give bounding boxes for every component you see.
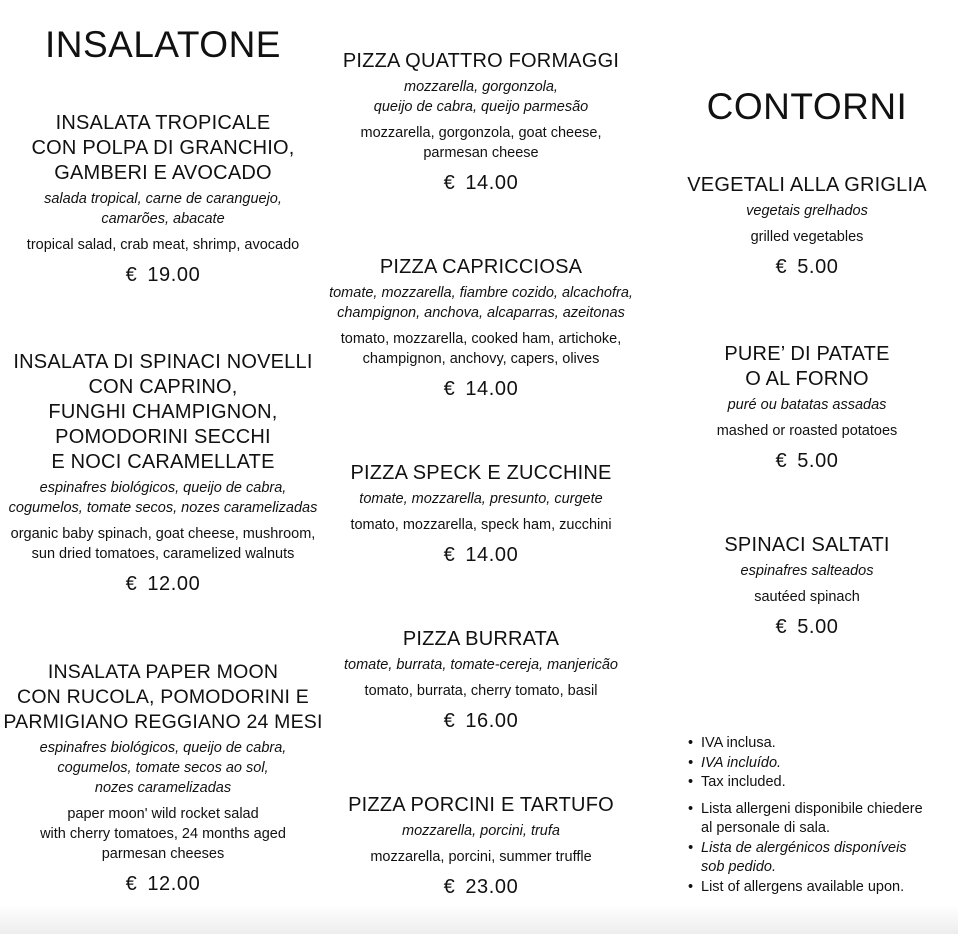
item-price [326, 172, 636, 195]
menu-item [0, 111, 326, 287]
currency-symbol: € [443, 544, 456, 566]
note-tax-en: • Tax included. [688, 773, 953, 793]
note-allergen-en: • List of allergens available upon. [688, 878, 953, 898]
item-title: PIZZA PORCINI E TARTUFO [348, 794, 614, 816]
item-title: PURE’ DI PATATE O AL FORNO [724, 343, 890, 390]
item-description-pt: espinafres salteados [740, 563, 874, 579]
note-allergen-pt: • Lista de alergénicos disponíveis sob pedido. [688, 839, 953, 878]
currency-symbol: € [775, 256, 788, 278]
item-description-en: tomato, mozzarella, cooked ham, artichoke, champignon, anchovy, capers, olives [340, 331, 622, 367]
item-price [656, 450, 958, 473]
currency-symbol: € [443, 876, 456, 898]
item-description-en: grilled vegetables [750, 229, 864, 245]
item-title: INSALATA PAPER MOON CON RUCOLA, POMODORINI E PARMIGIANO REGGIANO 24 MESI [3, 661, 323, 733]
note-allergen-it: • Lista allergeni disponibile chiedere al personale di sala. [688, 800, 953, 839]
price-value: 14.00 [465, 544, 519, 566]
menu-item [326, 793, 636, 899]
item-description-pt: mozzarella, porcini, trufa [402, 823, 560, 839]
item-price [326, 544, 636, 567]
item-description-en: sautéed spinach [754, 589, 860, 605]
price-value: 12.00 [147, 573, 201, 595]
item-price [0, 873, 326, 896]
price-value: 16.00 [465, 710, 519, 732]
currency-symbol: € [125, 873, 138, 895]
item-description-pt: espinafres biológicos, queijo de cabra, cogumelos, tomate secos ao sol, nozes caramelizadas [39, 740, 287, 796]
item-description-en: tomato, mozzarella, speck ham, zucchini [350, 517, 612, 533]
price-value: 14.00 [465, 172, 519, 194]
price-value: 14.00 [465, 378, 519, 400]
item-description-en: paper moon' wild rocket salad with cherry tomatoes, 24 months aged parmesan cheeses [40, 806, 286, 862]
menu-item [656, 342, 958, 473]
menu-item [0, 660, 326, 896]
item-description-pt: tomate, burrata, tomate-cereja, manjericão [343, 657, 618, 673]
item-title: PIZZA QUATTRO FORMAGGI [342, 50, 620, 72]
allergen-notes [688, 800, 953, 898]
currency-symbol: € [775, 450, 788, 472]
item-price [326, 876, 636, 899]
item-description-pt: puré ou batatas assadas [727, 397, 887, 413]
item-title: SPINACI SALTATI [724, 534, 890, 556]
item-description-en: mashed or roasted potatoes [716, 423, 898, 439]
menu-item [326, 49, 636, 195]
item-price [656, 256, 958, 279]
item-title: INSALATA DI SPINACI NOVELLI CON CAPRINO, FUNGHI CHAMPIGNON, POMODORINI SECCHI E NOCI CARAMELLATE [13, 351, 313, 473]
menu-item [656, 533, 958, 639]
item-description-pt: tomate, mozzarella, presunto, curgete [359, 491, 603, 507]
item-description-pt: vegetais grelhados [746, 203, 868, 219]
item-title: VEGETALI ALLA GRIGLIA [687, 174, 927, 196]
item-price [656, 616, 958, 639]
item-description-en: mozzarella, gorgonzola, goat cheese, parmesan cheese [360, 125, 602, 161]
price-value: 19.00 [147, 264, 201, 286]
menu-item [326, 627, 636, 733]
item-description-en: organic baby spinach, goat cheese, mushroom, sun dried tomatoes, caramelized walnuts [10, 526, 316, 562]
item-price [326, 378, 636, 401]
price-value: 5.00 [797, 450, 839, 472]
item-price [0, 573, 326, 596]
menu-item [326, 461, 636, 567]
note-tax-pt: • IVA incluído. [688, 754, 953, 774]
tax-notes [688, 734, 953, 793]
item-description-en: tropical salad, crab meat, shrimp, avocado [26, 237, 300, 253]
currency-symbol: € [443, 378, 456, 400]
note-tax-it: • IVA inclusa. [688, 734, 953, 754]
menu-item [656, 173, 958, 279]
section-title-contorni: CONTORNI [706, 86, 908, 127]
menu-item [326, 255, 636, 401]
currency-symbol: € [443, 172, 456, 194]
section-title-insalatone: INSALATONE [45, 24, 281, 65]
item-title: PIZZA CAPRICCIOSA [379, 256, 583, 278]
item-title: PIZZA BURRATA [402, 628, 560, 650]
menu-item [0, 350, 326, 596]
item-price [0, 264, 326, 287]
price-value: 5.00 [797, 616, 839, 638]
item-description-en: tomato, burrata, cherry tomato, basil [364, 683, 598, 699]
currency-symbol: € [125, 264, 138, 286]
price-value: 12.00 [147, 873, 201, 895]
price-value: 23.00 [465, 876, 519, 898]
notes-block [688, 734, 953, 897]
item-description-en: mozzarella, porcini, summer truffle [370, 849, 592, 865]
item-description-pt: salada tropical, carne de caranguejo, camarões, abacate [44, 191, 282, 227]
item-description-pt: tomate, mozzarella, fiambre cozido, alcachofra, champignon, anchova, alcaparras, azeitonas [329, 285, 633, 321]
currency-symbol: € [443, 710, 456, 732]
item-title: PIZZA SPECK E ZUCCHINE [350, 462, 612, 484]
item-title: INSALATA TROPICALE CON POLPA DI GRANCHIO, GAMBERI E AVOCADO [31, 112, 295, 184]
item-price [326, 710, 636, 733]
currency-symbol: € [775, 616, 788, 638]
item-description-pt: espinafres biológicos, queijo de cabra, cogumelos, tomate secos, nozes caramelizadas [8, 480, 318, 516]
item-description-pt: mozzarella, gorgonzola, queijo de cabra, queijo parmesão [373, 79, 589, 115]
currency-symbol: € [125, 573, 138, 595]
price-value: 5.00 [797, 256, 839, 278]
